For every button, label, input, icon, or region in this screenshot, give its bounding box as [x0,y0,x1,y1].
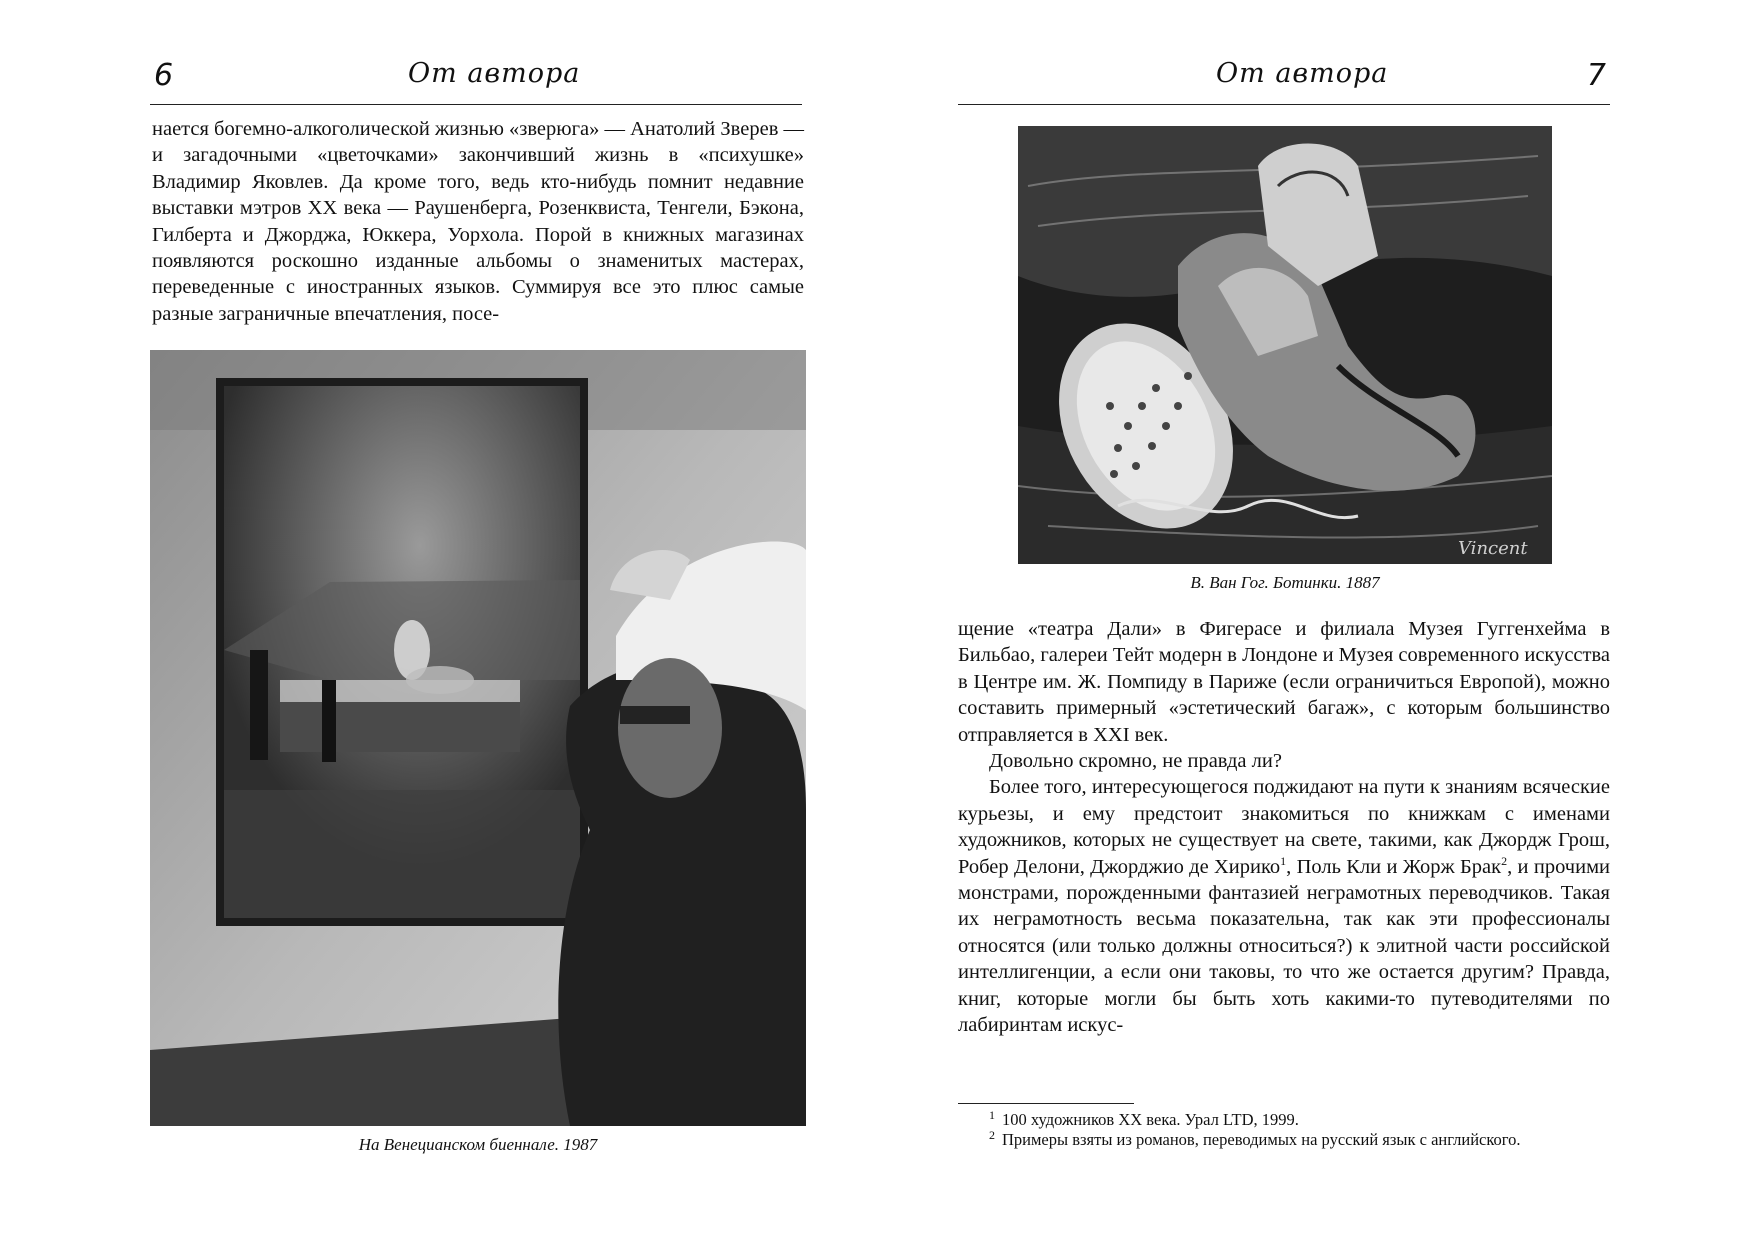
footnote-mark: 2 [989,1128,995,1142]
venice-biennale-photo [150,350,806,1126]
running-head-title: От автора [1216,58,1389,89]
paragraph-text: , и прочими монстрами, порожденными фантазией неграмотных переводчиков. Такая их неграмотность весьма показательна, так как эти профессионалы относятся (или только должны относиться?) к элитной части российской интеллигенции, а если они таковы, то что же остается другим? Правда, книг, которые могли бы быть хоть какими-то путеводителями по лабиринтам искус- [958,855,1611,1037]
footnote-ref[interactable]: 2 [1501,853,1508,868]
body-text-left [152,116,804,327]
body-text-right [958,616,1610,1039]
figure-caption: На Венецианском биеннале. 1987 [358,1135,598,1154]
footnote-mark: 1 [989,1108,995,1122]
shoes-illustration [1018,126,1552,564]
running-head-title: От автора [408,58,581,89]
van-gogh-shoes-painting [1018,126,1552,564]
paragraph-text: , Поль Кли и Жорж Брак [1286,855,1502,878]
footnote [958,1130,1610,1150]
running-head-left [150,52,802,105]
paragraph: нается богемно-алкоголической жизнью «зверюга» — Анатолий Зверев — и загадочными «цветочками» закончивший жизнь в «психушке» Владимир Яковлев. Да кроме того, ведь кто-нибудь помнит недавние выставки мэтров XX века — Раушенберга, Розенквиста, Тенгели, Бэкона, Гилберта и Джорджа, Юккера, Уорхола. Порой в книжных магазинах появляются роскошно изданные альбомы о знаменитых мастерах, переведенные с иностранных языков. Суммируя все это плюс самые разные заграничные впечатления, посе- [152,118,804,325]
footnote-ref[interactable]: 1 [1280,853,1287,868]
photo-gallery-visitors [150,350,806,1126]
paragraph: щение «театра Дали» в Фигерасе и филиала Музея Гуггенхейма в Бильбао, галереи Тейт модерн в Лондоне и Музея современного искусства в Центре им. Ж. Помпиду в Париже (если ограничиться Европой), можно составить примерный «эстетический багаж», с которым большинство отправляется в XXI век. [958,618,1610,746]
page-number: 7 [1586,58,1606,93]
running-head-right [958,52,1610,105]
paragraph-text: Более того, интересующегося поджидают на пути к знаниям всяческие курьезы, и ему предстоит знакомиться по книжкам с именами художников, которых не существует на свете, такими, как Джордж Грош, Робер Делони, Джорджио де Хирико [958,776,1610,878]
left-page [0,0,877,1241]
right-page [877,0,1755,1241]
paragraph [958,774,1610,1038]
figure-caption: В. Ван Гог. Ботинки. 1887 [1190,573,1380,592]
footnote [958,1110,1610,1130]
footnote-text: Примеры взяты из романов, переводимых на русский язык с английского. [1002,1130,1521,1149]
footnote-text: 100 художников XX века. Урал LTD, 1999. [1002,1110,1299,1129]
painting-signature: Vincent [1458,538,1528,559]
paragraph: Довольно скромно, не правда ли? [989,750,1282,773]
footnotes [958,1110,1610,1150]
page-number: 6 [154,58,174,93]
footnote-divider [958,1103,1134,1104]
